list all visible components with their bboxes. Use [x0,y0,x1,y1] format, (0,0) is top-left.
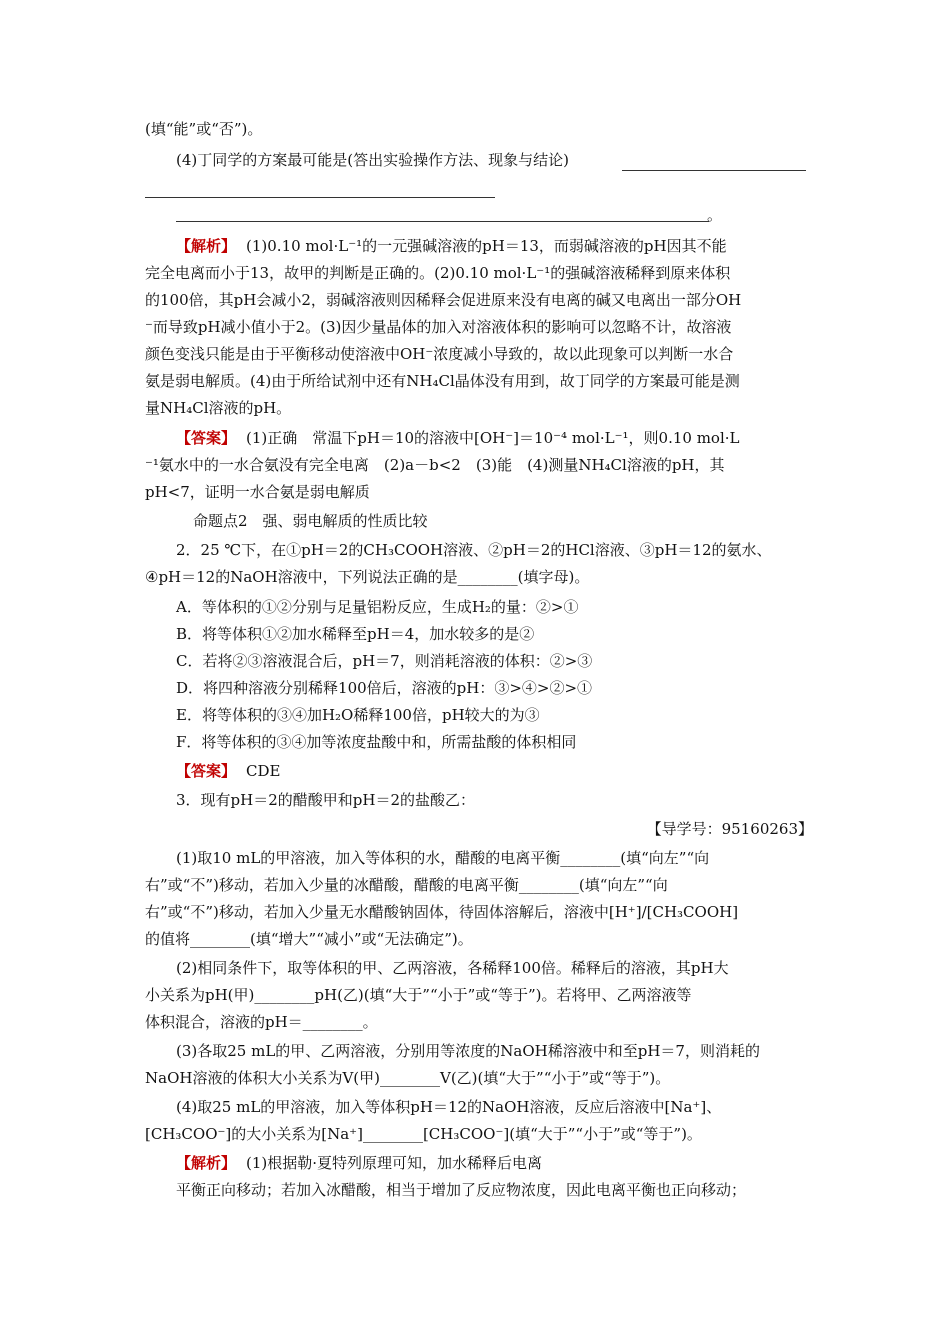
analysis-line [176,233,813,260]
sub-question-2: (2)相同条件下，取等体积的甲、乙两溶液，各稀释100倍。稀释后的溶液，其pH大 [176,959,729,977]
sub-question-2-cont: 小关系为pH(甲)________pH(乙)(填“大于”“小于”或“等于”)。若将甲、乙两溶液等 [145,986,692,1004]
sub-question-3: (3)各取25 mL的甲、乙两溶液，分别用等浓度的NaOH稀溶液中和至pH＝7，则消耗的 [176,1042,760,1060]
option-f: F．将等体积的③④加等浓度盐酸中和，所需盐酸的体积相同 [176,733,577,751]
guide-number: 【导学号：95160263】 [646,820,813,838]
answer-line [176,758,813,785]
answer-line [176,425,813,452]
question-2-cont: ④pH＝12的NaOH溶液中，下列说法正确的是________(填字母)。 [145,568,590,586]
topic-heading: 命题点2 强、弱电解质的性质比较 [193,512,428,530]
sub-question-1-cont: 的值将________(填“增大”“减小”或“无法确定”)。 [145,930,473,948]
analysis-tag: 【解析】 [176,237,237,255]
analysis-line: 平衡正向移动；若加入冰醋酸，相当于增加了反应物浓度，因此电离平衡也正向移动； [176,1181,747,1199]
answer-blank [145,197,495,198]
answer-blank [622,170,806,171]
analysis-tag: 【解析】 [176,1154,237,1172]
answer-blank [176,221,709,222]
analysis-line: ⁻而导致pH减小值小于2。(3)因少量晶体的加入对溶液体积的影响可以忽略不计，故溶液 [145,318,732,336]
answer-text: (1)正确 常温下pH＝10的溶液中[OH⁻]＝10⁻⁴ mol·L⁻¹，则0.10 mol·L [246,429,740,447]
sub-question-1-cont: 右”或“不”)移动，若加入少量的冰醋酸，醋酸的电离平衡________(填“向左”“向 [145,876,668,894]
question-text: (4)丁同学的方案最可能是(答出实验操作方法、现象与结论) [176,151,569,169]
analysis-line: 颜色变浅只能是由于平衡移动使溶液中OH⁻浓度减小导致的，故以此现象可以判断一水合 [145,345,734,363]
option-e: E．将等体积的③④加H₂O稀释100倍，pH较大的为③ [176,706,540,724]
sub-question-1: (1)取10 mL的甲溶液，加入等体积的水，醋酸的电离平衡________(填“向左”“向 [176,849,710,867]
analysis-line: 氨是弱电解质。(4)由于所给试剂中还有NH₄Cl晶体没有用到，故丁同学的方案最可能是测 [145,372,740,390]
sub-question-2-cont: 体积混合，溶液的pH＝________。 [145,1013,378,1031]
answer-tag: 【答案】 [176,429,237,447]
text-line: (填“能”或“否”)。 [145,120,263,138]
sub-question-4: (4)取25 mL的甲溶液，加入等体积pH＝12的NaOH溶液，反应后溶液中[Na⁺]、 [176,1098,722,1116]
answer-line: ⁻¹氨水中的一水合氨没有完全电离 (2)a－b<2 (3)能 (4)测量NH₄Cl溶液的pH，其 [145,456,725,474]
analysis-line: 量NH₄Cl溶液的pH。 [145,399,292,417]
option-d: D．将四种溶液分别稀释100倍后，溶液的pH：③>④>②>① [176,679,593,697]
analysis-text: (1)根据勒·夏特列原理可知，加水稀释后电离 [246,1154,543,1172]
option-a: A．等体积的①②分别与足量铝粉反应，生成H₂的量：②>① [176,598,579,616]
sub-question-4-cont: [CH₃COO⁻]的大小关系为[Na⁺]________[CH₃COO⁻](填“大于”“小于”或“等于”)。 [145,1125,702,1143]
sub-question-1-cont: 右”或“不”)移动，若加入少量无水醋酸钠固体，待固体溶解后，溶液中[H⁺]/[CH₃COOH] [145,903,739,921]
answer-tag: 【答案】 [176,762,237,780]
option-c: C．若将②③溶液混合后，pH＝7，则消耗溶液的体积：②>③ [176,652,593,670]
analysis-line [176,1150,813,1177]
analysis-line: 完全电离而小于13，故甲的判断是正确的。(2)0.10 mol·L⁻¹的强碱溶液稀释到原来体积 [145,264,731,282]
question-3: 3．现有pH＝2的醋酸甲和pH＝2的盐酸乙： [176,791,475,809]
analysis-line: 的100倍，其pH会减小2，弱碱溶液则因稀释会促进原来没有电离的碱又电离出一部分OH [145,291,742,309]
analysis-text: (1)0.10 mol·L⁻¹的一元强碱溶液的pH＝13，而弱碱溶液的pH因其不能 [246,237,727,255]
period-mark: 。 [707,206,723,224]
answer-line: pH<7，证明一水合氨是弱电解质 [145,483,370,501]
sub-question-3-cont: NaOH溶液的体积大小关系为V(甲)________V(乙)(填“大于”“小于”或“等于”)。 [145,1069,671,1087]
option-b: B．将等体积①②加水稀释至pH＝4，加水较多的是② [176,625,535,643]
answer-text: CDE [246,762,281,780]
question-2: 2．25 ℃下，在①pH＝2的CH₃COOH溶液、②pH＝2的HCl溶液、③pH＝12的氨水、 [176,541,772,559]
